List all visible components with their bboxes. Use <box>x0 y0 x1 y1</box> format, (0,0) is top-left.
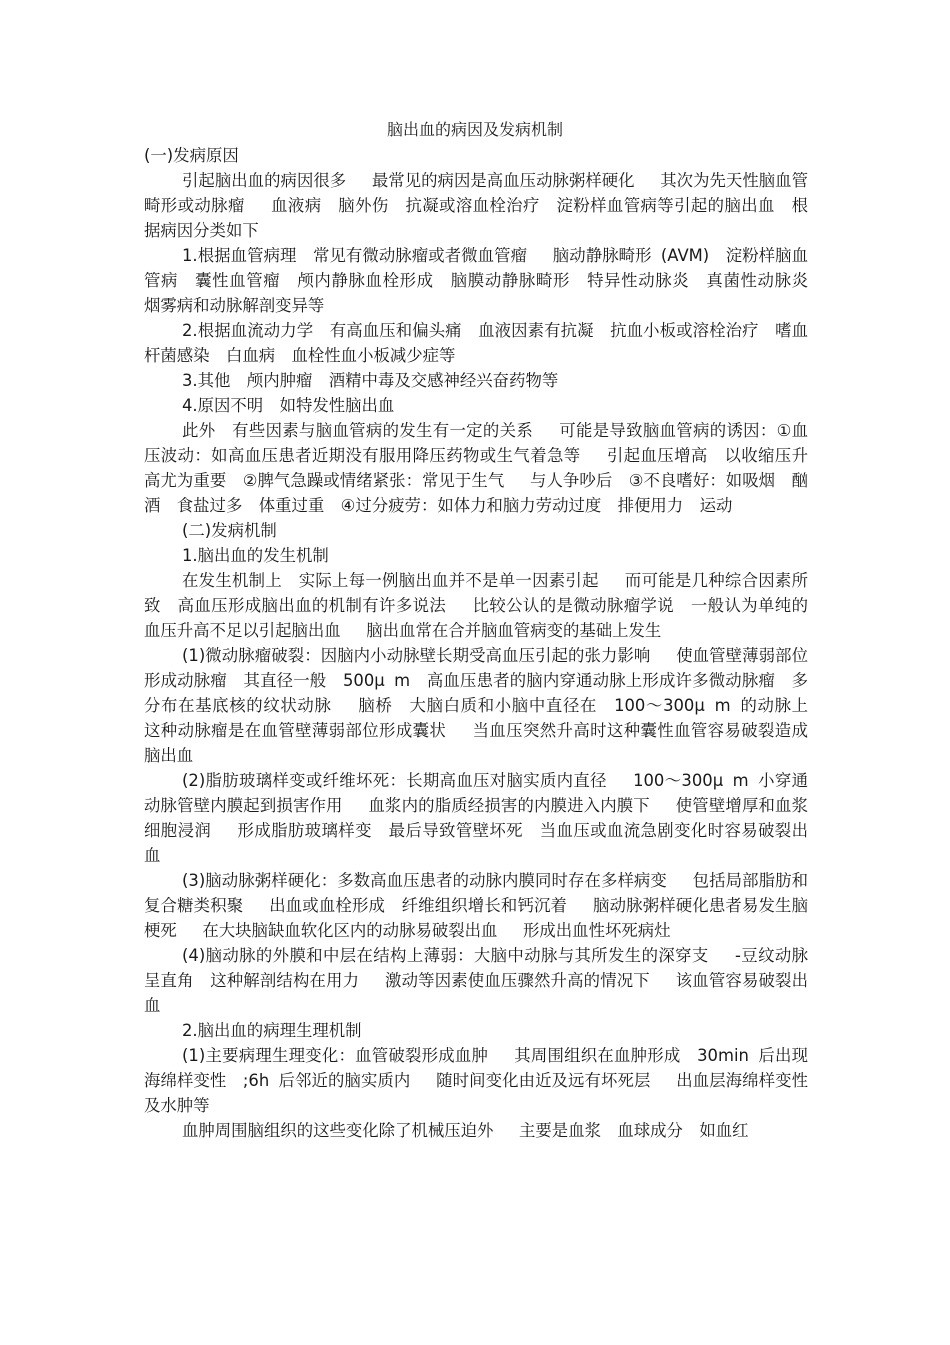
paragraph: 1.根据血管病理 常见有微动脉瘤或者微血管瘤 脑动静脉畸形 (AVM) 淀粉样脑血管病 囊性血管瘤 颅内静脉血栓形成 脑膜动静脉畸形 特异性动脉炎 真菌性动脉炎 烟雾病和动脉解剖变异等 <box>144 246 825 315</box>
paragraph: (4)脑动脉的外膜和中层在结构上薄弱：大脑中动脉与其所发生的深穿支 -豆纹动脉呈直角 这种解剖结构在用力 激动等因素使血压骤然升高的情况下 该血管容易破裂出血 <box>144 946 808 1015</box>
paragraph: (2)脂肪玻璃样变或纤维坏死：长期高血压对脑实质内直径 100～300μ m 小穿通动脉管壁内膜起到损害作用 血浆内的脂质经损害的内膜进入内膜下 使管壁增厚和血浆细胞浸润 形成脂肪玻璃样变 最后导致管壁坏死 当血压或血流急剧变化时容易破裂出血 <box>144 771 808 865</box>
document-body <box>144 143 825 1143</box>
paragraph: 2.脑出血的病理生理机制 <box>182 1021 362 1040</box>
paragraph: 引起脑出血的病因很多 最常见的病因是高血压动脉粥样硬化 其次为先天性脑血管畸形或动脉瘤 血液病 脑外伤 抗凝或溶血栓治疗 淀粉样血管病等引起的脑出血 根据病因分类如下 <box>144 171 808 240</box>
paragraph: 2.根据血流动力学 有高血压和偏头痛 血液因素有抗凝 抗血小板或溶栓治疗 嗜血杆菌感染 白血病 血栓性血小板减少症等 <box>144 321 808 365</box>
paragraph: (1)微动脉瘤破裂：因脑内小动脉壁长期受高血压引起的张力影响 使血管壁薄弱部位形成动脉瘤 其直径一般 500μ m 高血压患者的脑内穿通动脉上形成许多微动脉瘤 多分布在基底核的纹状动脉 脑桥 大脑白质和小脑中直径在 100～300μ m 的动脉上 这种动脉瘤是在血管壁薄弱部位形成囊状 当血压突然升高时这种囊性血管容易破裂造成脑出血 <box>144 646 825 765</box>
paragraph: 此外 有些因素与脑血管病的发生有一定的关系 可能是导致脑血管病的诱因：①血压波动：如高血压患者近期没有服用降压药物或生气着急等 引起血压增高 以收缩压升高尤为重要 ②脾气急躁或情绪紧张：常见于生气 与人争吵后 ③不良嗜好：如吸烟 酗酒 食盐过多 体重过重 ④过分疲劳：如体力和脑力劳动过度 排便用力 运动 <box>144 421 808 515</box>
document-title: 脑出血的病因及发病机制 <box>386 120 563 139</box>
paragraph: 在发生机制上 实际上每一例脑出血并不是单一因素引起 而可能是几种综合因素所致 高血压形成脑出血的机制有许多说法 比较公认的是微动脉瘤学说 一般认为单纯的血压升高不足以引起脑出血 脑出血常在合并脑血管病变的基础上发生 <box>144 571 808 640</box>
paragraph: 血肿周围脑组织的这些变化除了机械压迫外 主要是血浆 血球成分 如血红 <box>182 1121 749 1140</box>
paragraph: (1)主要病理生理变化：血管破裂形成血肿 其周围组织在血肿形成 30min 后出现海绵样变性 ;6h 后邻近的脑实质内 随时间变化由近及远有坏死层 出血层海绵样变性及水肿等 <box>144 1046 808 1115</box>
paragraph: (一)发病原因 <box>144 146 239 165</box>
paragraph: (3)脑动脉粥样硬化：多数高血压患者的动脉内膜同时存在多样病变 包括局部脂肪和复合糖类积聚 出血或血栓形成 纤维组织增长和钙沉着 脑动脉粥样硬化患者易发生脑梗死 在大块脑缺血软化区内的动脉易破裂出血 形成出血性坏死病灶 <box>144 871 808 940</box>
paragraph: (二)发病机制 <box>182 521 277 540</box>
paragraph: 4.原因不明 如特发性脑出血 <box>182 396 395 415</box>
paragraph: 1.脑出血的发生机制 <box>182 546 329 565</box>
paragraph: 3.其他 颅内肿瘤 酒精中毒及交感神经兴奋药物等 <box>182 371 559 390</box>
